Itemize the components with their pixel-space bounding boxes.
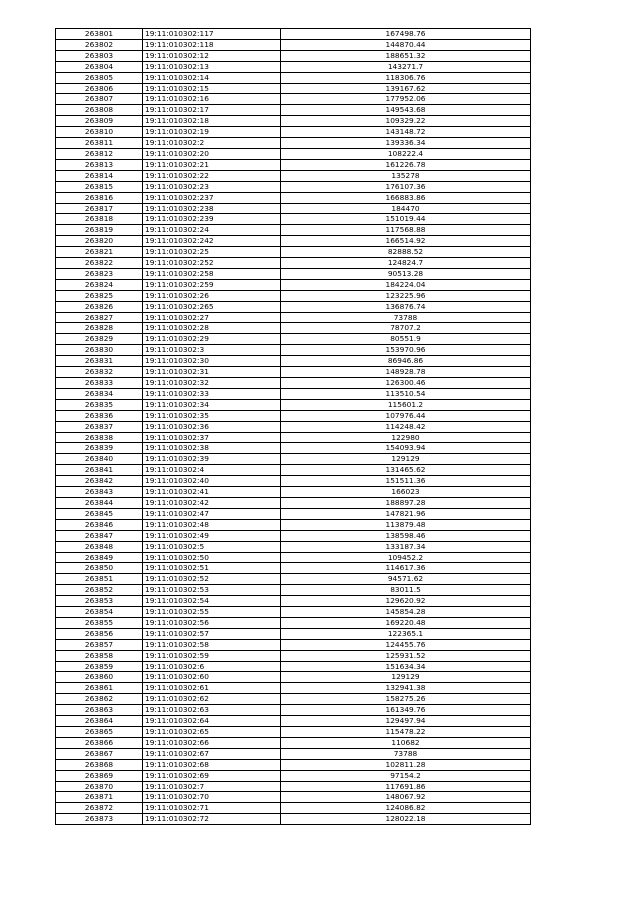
value-cell: 117568.88 — [281, 225, 531, 236]
row-id-cell: 263868 — [56, 759, 143, 770]
row-id-cell: 263865 — [56, 727, 143, 738]
table-row — [56, 770, 531, 781]
row-id-cell: 263840 — [56, 454, 143, 465]
cadastral-number-cell: 19:11:010302:32 — [143, 378, 281, 389]
value-cell: 161226.78 — [281, 159, 531, 170]
table-row — [56, 148, 531, 159]
cadastral-number-cell: 19:11:010302:66 — [143, 737, 281, 748]
value-cell: 132941.38 — [281, 683, 531, 694]
cadastral-number-cell: 19:11:010302:258 — [143, 268, 281, 279]
row-id-cell: 263822 — [56, 258, 143, 269]
row-id-cell: 263817 — [56, 203, 143, 214]
table-row — [56, 367, 531, 378]
row-id-cell: 263866 — [56, 737, 143, 748]
cadastral-number-cell: 19:11:010302:63 — [143, 705, 281, 716]
value-cell: 135278 — [281, 170, 531, 181]
row-id-cell: 263815 — [56, 181, 143, 192]
row-id-cell: 263803 — [56, 50, 143, 61]
table-row — [56, 727, 531, 738]
table-row — [56, 192, 531, 203]
row-id-cell: 263849 — [56, 552, 143, 563]
row-id-cell: 263862 — [56, 694, 143, 705]
value-cell: 109452.2 — [281, 552, 531, 563]
cadastral-number-cell: 19:11:010302:17 — [143, 105, 281, 116]
table-row — [56, 487, 531, 498]
value-cell: 114617.36 — [281, 563, 531, 574]
cadastral-number-cell: 19:11:010302:28 — [143, 323, 281, 334]
cadastral-number-cell: 19:11:010302:59 — [143, 650, 281, 661]
row-id-cell: 263828 — [56, 323, 143, 334]
row-id-cell: 263810 — [56, 127, 143, 138]
table-row — [56, 39, 531, 50]
row-id-cell: 263812 — [56, 148, 143, 159]
table-row — [56, 138, 531, 149]
cadastral-number-cell: 19:11:010302:61 — [143, 683, 281, 694]
cadastral-number-cell: 19:11:010302:50 — [143, 552, 281, 563]
table-row — [56, 541, 531, 552]
value-cell: 108222.4 — [281, 148, 531, 159]
row-id-cell: 263825 — [56, 290, 143, 301]
cadastral-number-cell: 19:11:010302:67 — [143, 748, 281, 759]
value-cell: 145854.28 — [281, 607, 531, 618]
value-cell: 166883.86 — [281, 192, 531, 203]
value-cell: 167498.76 — [281, 29, 531, 40]
table-body — [56, 29, 531, 825]
cadastral-number-cell: 19:11:010302:3 — [143, 345, 281, 356]
cadastral-number-cell: 19:11:010302:18 — [143, 116, 281, 127]
value-cell: 133187.34 — [281, 541, 531, 552]
value-cell: 129129 — [281, 454, 531, 465]
cadastral-number-cell: 19:11:010302:64 — [143, 716, 281, 727]
row-id-cell: 263863 — [56, 705, 143, 716]
value-cell: 151511.36 — [281, 476, 531, 487]
table-row — [56, 563, 531, 574]
row-id-cell: 263839 — [56, 443, 143, 454]
row-id-cell: 263816 — [56, 192, 143, 203]
row-id-cell: 263805 — [56, 72, 143, 83]
table-row — [56, 814, 531, 825]
value-cell: 128022.18 — [281, 814, 531, 825]
table-row — [56, 705, 531, 716]
cadastral-number-cell: 19:11:010302:6 — [143, 661, 281, 672]
row-id-cell: 263869 — [56, 770, 143, 781]
value-cell: 114248.42 — [281, 421, 531, 432]
table-row — [56, 617, 531, 628]
table-row — [56, 410, 531, 421]
value-cell: 151634.34 — [281, 661, 531, 672]
value-cell: 177952.06 — [281, 94, 531, 105]
value-cell: 139167.62 — [281, 83, 531, 94]
value-cell: 82888.52 — [281, 247, 531, 258]
cadastral-number-cell: 19:11:010302:47 — [143, 508, 281, 519]
table-row — [56, 508, 531, 519]
cadastral-number-cell: 19:11:010302:25 — [143, 247, 281, 258]
value-cell: 184470 — [281, 203, 531, 214]
row-id-cell: 263819 — [56, 225, 143, 236]
row-id-cell: 263801 — [56, 29, 143, 40]
value-cell: 158275.26 — [281, 694, 531, 705]
table-row — [56, 661, 531, 672]
table-row — [56, 519, 531, 530]
value-cell: 166514.92 — [281, 236, 531, 247]
value-cell: 129497.94 — [281, 716, 531, 727]
cadastral-number-cell: 19:11:010302:36 — [143, 421, 281, 432]
cadastral-number-cell: 19:11:010302:16 — [143, 94, 281, 105]
cadastral-number-cell: 19:11:010302:238 — [143, 203, 281, 214]
row-id-cell: 263807 — [56, 94, 143, 105]
value-cell: 122365.1 — [281, 628, 531, 639]
table-row — [56, 378, 531, 389]
row-id-cell: 263844 — [56, 497, 143, 508]
row-id-cell: 263808 — [56, 105, 143, 116]
table-row — [56, 127, 531, 138]
table-row — [56, 94, 531, 105]
row-id-cell: 263833 — [56, 378, 143, 389]
value-cell: 143271.7 — [281, 61, 531, 72]
row-id-cell: 263852 — [56, 585, 143, 596]
row-id-cell: 263857 — [56, 639, 143, 650]
row-id-cell: 263873 — [56, 814, 143, 825]
row-id-cell: 263856 — [56, 628, 143, 639]
table-row — [56, 596, 531, 607]
value-cell: 102811.28 — [281, 759, 531, 770]
cadastral-number-cell: 19:11:010302:72 — [143, 814, 281, 825]
table-row — [56, 748, 531, 759]
table-row — [56, 301, 531, 312]
value-cell: 136876.74 — [281, 301, 531, 312]
value-cell: 184224.04 — [281, 279, 531, 290]
value-cell: 149543.68 — [281, 105, 531, 116]
table-row — [56, 694, 531, 705]
row-id-cell: 263845 — [56, 508, 143, 519]
cadastral-number-cell: 19:11:010302:20 — [143, 148, 281, 159]
cadastral-number-cell: 19:11:010302:55 — [143, 607, 281, 618]
table-row — [56, 83, 531, 94]
cadastral-number-cell: 19:11:010302:39 — [143, 454, 281, 465]
data-table — [55, 28, 531, 825]
cadastral-number-cell: 19:11:010302:12 — [143, 50, 281, 61]
table-row — [56, 50, 531, 61]
table-row — [56, 312, 531, 323]
table-row — [56, 421, 531, 432]
cadastral-number-cell: 19:11:010302:239 — [143, 214, 281, 225]
value-cell: 166023 — [281, 487, 531, 498]
value-cell: 131465.62 — [281, 465, 531, 476]
row-id-cell: 263824 — [56, 279, 143, 290]
row-id-cell: 263804 — [56, 61, 143, 72]
table-row — [56, 29, 531, 40]
table-row — [56, 290, 531, 301]
cadastral-number-cell: 19:11:010302:33 — [143, 388, 281, 399]
table-row — [56, 279, 531, 290]
cadastral-number-cell: 19:11:010302:118 — [143, 39, 281, 50]
value-cell: 138598.46 — [281, 530, 531, 541]
value-cell: 188897.28 — [281, 497, 531, 508]
value-cell: 125931.52 — [281, 650, 531, 661]
value-cell: 110682 — [281, 737, 531, 748]
row-id-cell: 263831 — [56, 356, 143, 367]
row-id-cell: 263872 — [56, 803, 143, 814]
cadastral-number-cell: 19:11:010302:252 — [143, 258, 281, 269]
value-cell: 126300.46 — [281, 378, 531, 389]
table-row — [56, 759, 531, 770]
cadastral-number-cell: 19:11:010302:57 — [143, 628, 281, 639]
cadastral-number-cell: 19:11:010302:5 — [143, 541, 281, 552]
value-cell: 123225.96 — [281, 290, 531, 301]
cadastral-number-cell: 19:11:010302:259 — [143, 279, 281, 290]
cadastral-number-cell: 19:11:010302:117 — [143, 29, 281, 40]
table-row — [56, 61, 531, 72]
table-row — [56, 497, 531, 508]
table-row — [56, 574, 531, 585]
cadastral-number-cell: 19:11:010302:4 — [143, 465, 281, 476]
value-cell: 83011.5 — [281, 585, 531, 596]
row-id-cell: 263818 — [56, 214, 143, 225]
row-id-cell: 263820 — [56, 236, 143, 247]
cadastral-number-cell: 19:11:010302:242 — [143, 236, 281, 247]
row-id-cell: 263871 — [56, 792, 143, 803]
value-cell: 86946.86 — [281, 356, 531, 367]
row-id-cell: 263861 — [56, 683, 143, 694]
table-row — [56, 432, 531, 443]
cadastral-number-cell: 19:11:010302:53 — [143, 585, 281, 596]
value-cell: 124455.76 — [281, 639, 531, 650]
cadastral-number-cell: 19:11:010302:15 — [143, 83, 281, 94]
row-id-cell: 263832 — [56, 367, 143, 378]
row-id-cell: 263802 — [56, 39, 143, 50]
table-row — [56, 716, 531, 727]
cadastral-number-cell: 19:11:010302:35 — [143, 410, 281, 421]
value-cell: 188651.32 — [281, 50, 531, 61]
cadastral-number-cell: 19:11:010302:69 — [143, 770, 281, 781]
table-row — [56, 628, 531, 639]
table-row — [56, 203, 531, 214]
row-id-cell: 263826 — [56, 301, 143, 312]
cadastral-number-cell: 19:11:010302:41 — [143, 487, 281, 498]
cadastral-number-cell: 19:11:010302:40 — [143, 476, 281, 487]
row-id-cell: 263814 — [56, 170, 143, 181]
table-row — [56, 236, 531, 247]
value-cell: 78707.2 — [281, 323, 531, 334]
cadastral-number-cell: 19:11:010302:37 — [143, 432, 281, 443]
table-row — [56, 323, 531, 334]
row-id-cell: 263870 — [56, 781, 143, 792]
value-cell: 117691.86 — [281, 781, 531, 792]
value-cell: 148928.78 — [281, 367, 531, 378]
value-cell: 151019.44 — [281, 214, 531, 225]
row-id-cell: 263864 — [56, 716, 143, 727]
table-row — [56, 247, 531, 258]
row-id-cell: 263813 — [56, 159, 143, 170]
cadastral-number-cell: 19:11:010302:26 — [143, 290, 281, 301]
table-row — [56, 737, 531, 748]
table-row — [56, 552, 531, 563]
row-id-cell: 263811 — [56, 138, 143, 149]
table-row — [56, 225, 531, 236]
cadastral-number-cell: 19:11:010302:52 — [143, 574, 281, 585]
row-id-cell: 263829 — [56, 334, 143, 345]
row-id-cell: 263851 — [56, 574, 143, 585]
value-cell: 122980 — [281, 432, 531, 443]
cadastral-number-cell: 19:11:010302:13 — [143, 61, 281, 72]
value-cell: 113510.54 — [281, 388, 531, 399]
cadastral-number-cell: 19:11:010302:49 — [143, 530, 281, 541]
value-cell: 124824.7 — [281, 258, 531, 269]
value-cell: 129620.92 — [281, 596, 531, 607]
table-row — [56, 607, 531, 618]
row-id-cell: 263809 — [56, 116, 143, 127]
cadastral-number-cell: 19:11:010302:27 — [143, 312, 281, 323]
row-id-cell: 263847 — [56, 530, 143, 541]
value-cell: 109329.22 — [281, 116, 531, 127]
row-id-cell: 263821 — [56, 247, 143, 258]
row-id-cell: 263841 — [56, 465, 143, 476]
table-row — [56, 465, 531, 476]
table-row — [56, 443, 531, 454]
row-id-cell: 263858 — [56, 650, 143, 661]
value-cell: 153970.96 — [281, 345, 531, 356]
table-row — [56, 388, 531, 399]
table-row — [56, 72, 531, 83]
value-cell: 161349.76 — [281, 705, 531, 716]
row-id-cell: 263854 — [56, 607, 143, 618]
value-cell: 169220.48 — [281, 617, 531, 628]
value-cell: 80551.9 — [281, 334, 531, 345]
value-cell: 113879.48 — [281, 519, 531, 530]
cadastral-number-cell: 19:11:010302:24 — [143, 225, 281, 236]
value-cell: 115601.2 — [281, 399, 531, 410]
table-row — [56, 334, 531, 345]
cadastral-number-cell: 19:11:010302:60 — [143, 672, 281, 683]
table-row — [56, 159, 531, 170]
value-cell: 124086.82 — [281, 803, 531, 814]
cadastral-number-cell: 19:11:010302:265 — [143, 301, 281, 312]
value-cell: 107976.44 — [281, 410, 531, 421]
cadastral-number-cell: 19:11:010302:71 — [143, 803, 281, 814]
cadastral-number-cell: 19:11:010302:34 — [143, 399, 281, 410]
table-row — [56, 105, 531, 116]
row-id-cell: 263827 — [56, 312, 143, 323]
value-cell: 90513.28 — [281, 268, 531, 279]
value-cell: 143148.72 — [281, 127, 531, 138]
cadastral-number-cell: 19:11:010302:14 — [143, 72, 281, 83]
cadastral-number-cell: 19:11:010302:51 — [143, 563, 281, 574]
value-cell: 115478.22 — [281, 727, 531, 738]
row-id-cell: 263850 — [56, 563, 143, 574]
row-id-cell: 263867 — [56, 748, 143, 759]
table-row — [56, 476, 531, 487]
cadastral-number-cell: 19:11:010302:65 — [143, 727, 281, 738]
cadastral-number-cell: 19:11:010302:38 — [143, 443, 281, 454]
table-row — [56, 585, 531, 596]
cadastral-number-cell: 19:11:010302:70 — [143, 792, 281, 803]
cadastral-number-cell: 19:11:010302:21 — [143, 159, 281, 170]
table-row — [56, 639, 531, 650]
value-cell: 97154.2 — [281, 770, 531, 781]
row-id-cell: 263846 — [56, 519, 143, 530]
table-row — [56, 672, 531, 683]
value-cell: 94571.62 — [281, 574, 531, 585]
cadastral-number-cell: 19:11:010302:29 — [143, 334, 281, 345]
value-cell: 139336.34 — [281, 138, 531, 149]
cadastral-number-cell: 19:11:010302:22 — [143, 170, 281, 181]
row-id-cell: 263837 — [56, 421, 143, 432]
table-row — [56, 258, 531, 269]
row-id-cell: 263838 — [56, 432, 143, 443]
table-row — [56, 345, 531, 356]
table-row — [56, 454, 531, 465]
table-row — [56, 116, 531, 127]
value-cell: 129129 — [281, 672, 531, 683]
row-id-cell: 263848 — [56, 541, 143, 552]
row-id-cell: 263855 — [56, 617, 143, 628]
table-row — [56, 170, 531, 181]
cadastral-number-cell: 19:11:010302:58 — [143, 639, 281, 650]
cadastral-number-cell: 19:11:010302:2 — [143, 138, 281, 149]
table-row — [56, 792, 531, 803]
table-row — [56, 803, 531, 814]
value-cell: 147821.96 — [281, 508, 531, 519]
row-id-cell: 263843 — [56, 487, 143, 498]
row-id-cell: 263859 — [56, 661, 143, 672]
table-row — [56, 650, 531, 661]
cadastral-number-cell: 19:11:010302:62 — [143, 694, 281, 705]
value-cell: 73788 — [281, 748, 531, 759]
table-row — [56, 214, 531, 225]
table-row — [56, 399, 531, 410]
row-id-cell: 263830 — [56, 345, 143, 356]
row-id-cell: 263823 — [56, 268, 143, 279]
row-id-cell: 263806 — [56, 83, 143, 94]
cadastral-number-cell: 19:11:010302:54 — [143, 596, 281, 607]
table-row — [56, 356, 531, 367]
cadastral-number-cell: 19:11:010302:56 — [143, 617, 281, 628]
cadastral-number-cell: 19:11:010302:42 — [143, 497, 281, 508]
cadastral-number-cell: 19:11:010302:68 — [143, 759, 281, 770]
row-id-cell: 263836 — [56, 410, 143, 421]
value-cell: 144870.44 — [281, 39, 531, 50]
table-row — [56, 268, 531, 279]
table-row — [56, 683, 531, 694]
cadastral-number-cell: 19:11:010302:237 — [143, 192, 281, 203]
table-row — [56, 781, 531, 792]
value-cell: 176107.36 — [281, 181, 531, 192]
cadastral-number-cell: 19:11:010302:19 — [143, 127, 281, 138]
table-row — [56, 181, 531, 192]
row-id-cell: 263834 — [56, 388, 143, 399]
value-cell: 154093.94 — [281, 443, 531, 454]
row-id-cell: 263835 — [56, 399, 143, 410]
cadastral-number-cell: 19:11:010302:30 — [143, 356, 281, 367]
row-id-cell: 263853 — [56, 596, 143, 607]
cadastral-number-cell: 19:11:010302:23 — [143, 181, 281, 192]
table-row — [56, 530, 531, 541]
cadastral-number-cell: 19:11:010302:31 — [143, 367, 281, 378]
value-cell: 148067.92 — [281, 792, 531, 803]
value-cell: 118306.76 — [281, 72, 531, 83]
row-id-cell: 263860 — [56, 672, 143, 683]
value-cell: 73788 — [281, 312, 531, 323]
cadastral-number-cell: 19:11:010302:48 — [143, 519, 281, 530]
row-id-cell: 263842 — [56, 476, 143, 487]
cadastral-number-cell: 19:11:010302:7 — [143, 781, 281, 792]
